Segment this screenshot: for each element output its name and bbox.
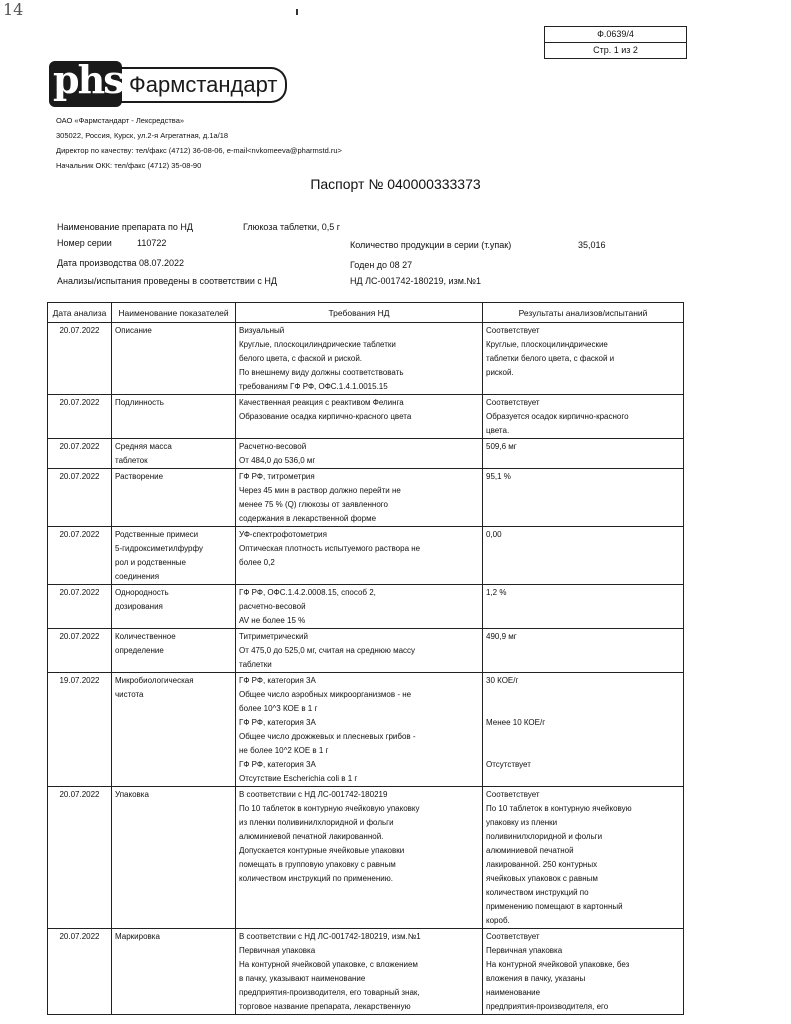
result-cell — [483, 929, 684, 1015]
result-line — [486, 688, 680, 702]
quantity-value: 35,016 — [578, 240, 606, 250]
analysis-date: 20.07.2022 — [48, 527, 112, 585]
requirement-line: ГФ РФ, категория 3А — [239, 718, 316, 727]
result-line: риской. — [486, 368, 514, 377]
table-row — [48, 527, 684, 585]
indicator-name-line: Однородность — [115, 588, 169, 597]
result-line: Соответствует — [486, 790, 540, 799]
indicator-name-line: Описание — [115, 326, 152, 335]
result-line: алюминиевой печатной — [486, 846, 574, 855]
manufacture-date: Дата производства 08.07.2022 — [57, 258, 185, 268]
analysis-date: 20.07.2022 — [48, 629, 112, 673]
requirement-line: ГФ РФ, титрометрия — [239, 472, 315, 481]
result-line: 30 КОЕ/г — [486, 676, 519, 685]
requirement-line: не более 10^2 КОЕ в 1 г — [239, 746, 329, 755]
requirement-line: Титриметрический — [239, 632, 308, 641]
result-line: упаковку из пленки — [486, 818, 558, 827]
indicator-name-line: Маркировка — [115, 932, 160, 941]
result-line: ячейковых упаковок с равным — [486, 874, 598, 883]
requirement-line: Отсутствие Escherichia coli в 1 г — [239, 774, 358, 783]
indicator-name-line: Микробиологическая — [115, 676, 194, 685]
page-number: Стр. 1 из 2 — [545, 42, 686, 58]
analysis-date: 20.07.2022 — [48, 323, 112, 395]
result-cell — [483, 787, 684, 929]
result-cell — [483, 585, 684, 629]
result-line: поливинилхлоридной и фольги — [486, 832, 603, 841]
result-cell — [483, 395, 684, 439]
requirement-line: таблетки — [239, 660, 272, 669]
result-line: Соответствует — [486, 326, 540, 335]
result-line: вложения в пачку, указаны — [486, 974, 586, 983]
table-row — [48, 469, 684, 527]
result-line: По 10 таблеток в контурную ячейковую — [486, 804, 632, 813]
series-label: Номер серии — [57, 238, 112, 248]
table-row — [48, 323, 684, 395]
company-logo — [49, 57, 278, 107]
scan-mark — [296, 9, 298, 15]
result-line: лакированной. 250 контурных — [486, 860, 598, 869]
indicator-name-line: таблеток — [115, 456, 148, 465]
requirement-cell — [236, 929, 483, 1015]
handwritten-page-mark: 14 — [3, 0, 24, 19]
result-line: Образуется осадок кирпично-красного — [486, 412, 629, 421]
logo-letters: phs — [53, 57, 123, 102]
requirement-line: в пачку, указывают наименование — [239, 974, 366, 983]
result-line: предприятия-производителя, его — [486, 1002, 609, 1011]
requirement-line: более 0,2 — [239, 558, 275, 567]
indicator-name-line: Подлинность — [115, 398, 164, 407]
requirement-line: Общее число дрожжевых и плесневых грибов - — [239, 732, 416, 741]
requirement-line: Первичная упаковка — [239, 946, 316, 955]
requirement-cell — [236, 787, 483, 929]
indicator-name-line: дозирования — [115, 602, 163, 611]
requirement-line: В соответствии с НД ЛС-001742-180219 — [239, 790, 388, 799]
requirement-line: торговое название препарата, лекарственную — [239, 1002, 411, 1011]
form-code: Ф.0639/4 — [597, 29, 634, 39]
result-line: короб. — [486, 916, 510, 925]
result-cell — [483, 439, 684, 469]
requirement-cell — [236, 439, 483, 469]
requirement-line: Расчетно-весовой — [239, 442, 307, 451]
analysis-date: 20.07.2022 — [48, 585, 112, 629]
okk-head-contact: Начальник ОКК: тел/факс (4712) 35-08-90 — [56, 161, 202, 170]
analysis-date: 20.07.2022 — [48, 929, 112, 1015]
requirement-line: ГФ РФ, ОФС.1.4.2.0008.15, способ 2, — [239, 588, 376, 597]
table-row — [48, 673, 684, 787]
requirement-line: менее 75 % (Q) глюкозы от заявленного — [239, 500, 388, 509]
indicator-name-line: 5-гидроксиметилфурфу — [115, 544, 203, 553]
requirement-cell — [236, 673, 483, 787]
analysis-date: 20.07.2022 — [48, 395, 112, 439]
indicator-name-line: Количественное — [115, 632, 176, 641]
indicator-name-line: соединения — [115, 572, 160, 581]
header-date: Дата анализа — [48, 303, 112, 323]
table-row — [48, 629, 684, 673]
table-row — [48, 439, 684, 469]
result-cell — [483, 673, 684, 787]
indicator-name-line: Растворение — [115, 472, 164, 481]
table-body — [48, 323, 684, 1015]
indicator-name-line: определение — [115, 646, 164, 655]
form-code-box — [544, 26, 687, 59]
result-line: количеством инструкций по — [486, 888, 589, 897]
requirement-line: В соответствии с НД ЛС-001742-180219, изм.№1 — [239, 932, 421, 941]
requirement-line: Общее число аэробных микроорганизмов - не — [239, 690, 412, 699]
requirement-line: Круглые, плоскоцилиндрические таблетки — [239, 340, 396, 349]
requirement-line: помещать в групповую упаковку с равным — [239, 860, 396, 869]
requirement-line: более 10^3 КОЕ в 1 г — [239, 704, 318, 713]
analysis-date: 20.07.2022 — [48, 469, 112, 527]
indicator-name-cell — [112, 787, 236, 929]
result-cell — [483, 527, 684, 585]
requirement-cell — [236, 585, 483, 629]
analysis-table — [47, 302, 684, 1015]
result-line: применению помещают в картонный — [486, 902, 623, 911]
result-line: Отсутствует — [486, 760, 531, 769]
table-row — [48, 585, 684, 629]
indicator-name-cell — [112, 469, 236, 527]
result-line: Менее 10 КОЕ/г — [486, 718, 546, 727]
result-line — [486, 744, 680, 758]
table-row — [48, 787, 684, 929]
result-line: Соответствует — [486, 932, 540, 941]
requirement-line: ГФ РФ, категория 3А — [239, 760, 316, 769]
indicator-name-cell — [112, 673, 236, 787]
result-line: 95,1 % — [486, 472, 511, 481]
requirement-line: белого цвета, с фаской и риской. — [239, 354, 363, 363]
header-requirements: Требования НД — [236, 303, 483, 323]
requirement-cell — [236, 395, 483, 439]
requirement-line: От 475,0 до 525,0 мг, считая на среднюю массу — [239, 646, 416, 655]
requirement-line: Образование осадка кирпично-красного цвета — [239, 412, 412, 421]
logo-mark — [49, 57, 123, 107]
result-line: цвета. — [486, 426, 510, 435]
header-indicator: Наименование показателей — [112, 303, 236, 323]
requirement-line: расчетно-весовой — [239, 602, 306, 611]
requirement-line: предприятия-производителя, его товарный знак, — [239, 988, 420, 997]
result-line: таблетки белого цвета, с фаской и — [486, 354, 615, 363]
indicator-name-cell — [112, 585, 236, 629]
indicator-name-cell — [112, 323, 236, 395]
requirement-line: От 484,0 до 536,0 мг — [239, 456, 316, 465]
result-line: 0,00 — [486, 530, 502, 539]
table-row — [48, 929, 684, 1015]
result-cell — [483, 323, 684, 395]
company-address: 305022, Россия, Курск, ул.2-я Агрегатная, д.1а/18 — [56, 131, 229, 140]
indicator-name-line: Средняя масса — [115, 442, 172, 451]
result-cell — [483, 629, 684, 673]
requirement-line: AV не более 15 % — [239, 616, 306, 625]
analysis-date: 19.07.2022 — [48, 673, 112, 787]
indicator-name-cell — [112, 629, 236, 673]
indicator-name-cell — [112, 439, 236, 469]
requirement-line: По внешнему виду должны соответствовать — [239, 368, 404, 377]
requirement-line: алюминиевой печатной лакированной. — [239, 832, 384, 841]
result-line: 490,9 мг — [486, 632, 517, 641]
requirement-cell — [236, 527, 483, 585]
analysis-date: 20.07.2022 — [48, 439, 112, 469]
result-line: Соответствует — [486, 398, 540, 407]
requirement-line: Качественная реакция с реактивом Фелинга — [239, 398, 404, 407]
result-line: 1,2 % — [486, 588, 507, 597]
requirement-line: требованиям ГФ РФ, ОФС.1.4.1.0015.15 — [239, 382, 388, 391]
result-line: 509,6 мг — [486, 442, 517, 451]
requirement-line: ГФ РФ, категория 3А — [239, 676, 316, 685]
indicator-name-line: Родственные примеси — [115, 530, 199, 539]
result-line: наименование — [486, 988, 541, 997]
requirement-cell — [236, 629, 483, 673]
drug-name-label: Наименование препарата по НД — [57, 222, 193, 232]
company-details — [56, 113, 342, 173]
nd-reference: НД ЛС-001742-180219, изм.№1 — [350, 276, 482, 286]
indicator-name-cell — [112, 929, 236, 1015]
expiry-date: Годен до 08 27 — [350, 260, 413, 270]
analysis-basis-label: Анализы/испытания проведены в соответствии с НД — [57, 276, 277, 286]
result-line: Первичная упаковка — [486, 946, 563, 955]
requirement-line: УФ-спектрофотометрия — [239, 530, 327, 539]
requirement-line: содержания в лекарственной форме — [239, 514, 377, 523]
indicator-name-cell — [112, 395, 236, 439]
indicator-name-line: чистота — [115, 690, 144, 699]
page-title: Паспорт № 040000333373 — [310, 176, 481, 192]
quantity-label: Количество продукции в серии (т.упак) — [350, 240, 512, 250]
company-name: ОАО «Фармстандарт - Лексредства» — [56, 116, 185, 125]
requirement-line: Визуальный — [239, 326, 285, 335]
requirement-cell — [236, 469, 483, 527]
requirement-line: количеством инструкций по применению. — [239, 874, 393, 883]
indicator-name-line: Упаковка — [115, 790, 149, 799]
table-row — [48, 395, 684, 439]
requirement-line: Через 45 мин в раствор должно перейти не — [239, 486, 401, 495]
quality-director-contact: Директор по качеству: тел/факс (4712) 36-08-06, e-mail<nvkomeeva@pharmstd.ru> — [56, 146, 342, 155]
drug-name-value: Глюкоза таблетки, 0,5 г — [243, 222, 341, 232]
analysis-date: 20.07.2022 — [48, 787, 112, 929]
indicator-name-cell — [112, 527, 236, 585]
table-header-row — [48, 303, 684, 323]
result-line — [486, 730, 680, 744]
logo-name: Фармстандарт — [121, 67, 287, 103]
result-cell — [483, 469, 684, 527]
requirement-line: По 10 таблеток в контурную ячейковую упаковку — [239, 804, 420, 813]
requirement-line: На контурной ячейковой упаковке, с вложением — [239, 960, 418, 969]
result-line — [486, 702, 680, 716]
header-results: Результаты анализов/испытаний — [483, 303, 684, 323]
result-line: На контурной ячейковой упаковке, без — [486, 960, 630, 969]
requirement-line: Допускается контурные ячейковые упаковки — [239, 846, 405, 855]
requirement-line: из пленки поливинилхлоридной и фольги — [239, 818, 394, 827]
indicator-name-line: рол и родственные — [115, 558, 187, 567]
series-value: 110722 — [137, 238, 167, 248]
requirement-cell — [236, 323, 483, 395]
requirement-line: Оптическая плотность испытуемого раствора не — [239, 544, 421, 553]
result-line: Круглые, плоскоцилиндрические — [486, 340, 608, 349]
